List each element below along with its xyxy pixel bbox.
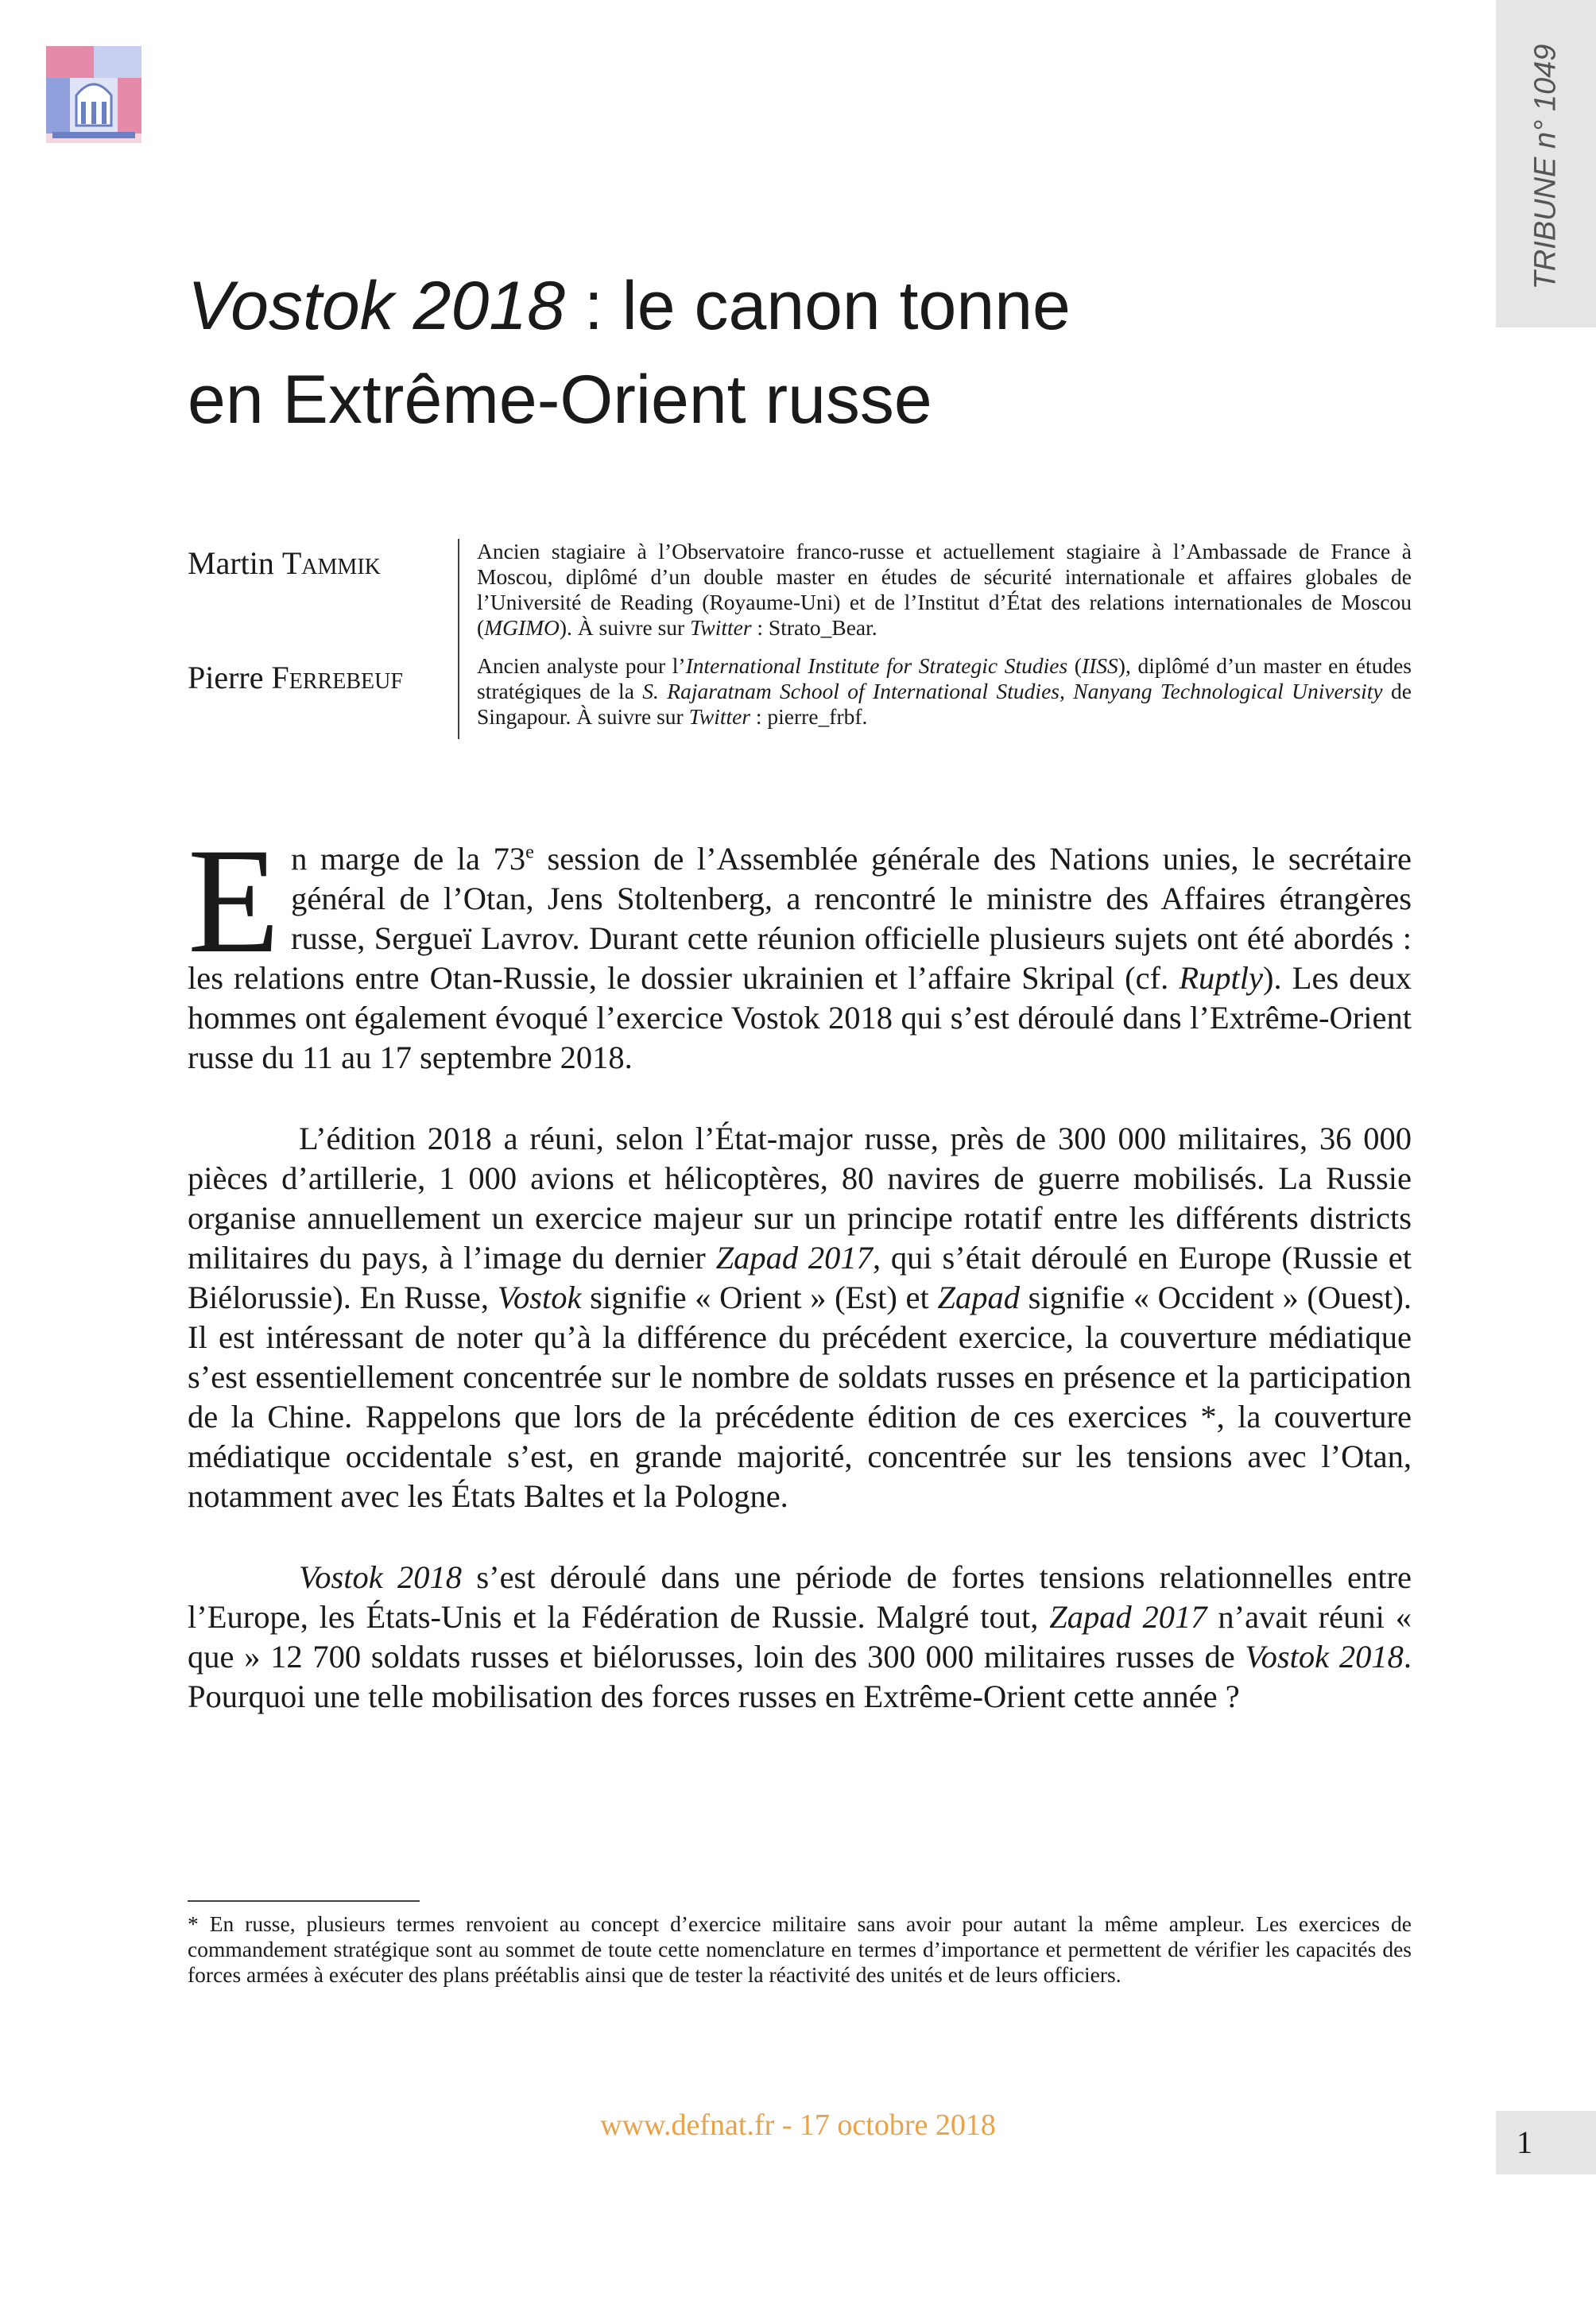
tribune-label: TRIBUNE n° 1049 bbox=[1528, 44, 1563, 290]
drop-cap: E bbox=[188, 818, 281, 985]
footer-site-date: www.defnat.fr - 17 octobre 2018 bbox=[600, 2108, 996, 2142]
title-line1-rest: : le canon tonne bbox=[564, 268, 1071, 344]
title-line2: en Extrême-Orient russe bbox=[188, 362, 932, 438]
body-paragraph: L’édition 2018 a réuni, selon l’État-major russe, près de 300 000 militaires, 36 000 pièces d’artillerie, 1 000 avions et hélicoptères, 80 navires de guerre mobilisés. La Russie organise annuellement un exercice majeur sur un principe rotatif entre les différents districts militaires du pays, à l’image du dernier Zapad 2017, qui s’était déroulé en Europe (Russie et Biélorussie). En Russe, Vostok signifie « Orient » (Est) et Zapad signifie « Occident » (Ouest). Il est intéressant de noter qu’à la différence du précédent exercice, la couverture médiatique s’est essentiellement concentrée sur le nombre de soldats russes en présence et la participation de la Chine. Rappelons que lors de la précédente édition de ces exercices *, la couverture médiatique occidentale s’est, en grande majorité, concentrée sur les tensions avec l’Otan, notamment avec les États Baltes et la Pologne. bbox=[188, 1121, 1412, 1514]
author-row bbox=[188, 653, 1412, 739]
body-paragraph: Vostok 2018 s’est déroulé dans une période de fortes tensions relationnelles entre l’Europe, les États-Unis et la Fédération de Russie. Malgré tout, Zapad 2017 n’avait réuni « que » 12 700 soldats russes et biélorusses, loin des 300 000 militaires russes de Vostok 2018. Pourquoi une telle mobilisation des forces russes en Extrême-Orient cette année ? bbox=[188, 1559, 1412, 1714]
author-bio: Ancien analyste pour l’International Institute for Strategic Studies (IISS), diplômé d’un master en études stratégiques de la S. Rajaratnam School of International Studies, Nanyang Technological University de Singapour. À suivre sur Twitter : pierre_frbf. bbox=[458, 653, 1412, 739]
author-bio: Ancien stagiaire à l’Observatoire franco-russe et actuellement stagiaire à l’Ambassade de France à Moscou, diplômé d’un double master en études de sécurité internationale et affaires globales de l’Université de Reading (Royaume-Uni) et de l’Institut d’État des relations internationales de Moscou (MGIMO). À suivre sur Twitter : Strato_Bear. bbox=[458, 539, 1412, 653]
title-italic-part: Vostok 2018 bbox=[188, 268, 565, 344]
authors-block bbox=[188, 539, 1412, 739]
article-body bbox=[188, 818, 1412, 1758]
article-title bbox=[188, 259, 1443, 447]
page-number-tab bbox=[1496, 2111, 1596, 2174]
footnote: * En russe, plusieurs termes renvoient au concept d’exercice militaire sans avoir pour autant la même ampleur. Les exercices de commandement stratégique sont au sommet de toute cette nomenclature en termes d’importance et permettent de vérifier les capacités des forces armées à exécuter des plans préétablis ainsi que de tester la réactivité des unités et de leurs officiers. bbox=[188, 1911, 1412, 1987]
author-name: Pierre Ferrebeuf bbox=[188, 660, 403, 695]
author-name: Martin Tammik bbox=[188, 545, 381, 581]
body-paragraph: En marge de la 73e session de l’Assemblée générale des Nations unies, le secrétaire général de l’Otan, Jens Stoltenberg, a rencontré le ministre des Affaires étrangères russe, Sergueï Lavrov. Durant cette réunion officielle plusieurs sujets ont été abordés : les relations entre Otan-Russie, le dossier ukrainien et l’affaire Skripal (cf. Ruptly). Les deux hommes ont également évoqué l’exercice Vostok 2018 qui s’est déroulé dans l’Extrême-Orient russe du 11 au 17 septembre 2018. bbox=[188, 818, 1412, 1075]
author-row bbox=[188, 539, 1412, 653]
revue-defense-nationale-logo bbox=[46, 46, 141, 143]
footnote-rule bbox=[188, 1900, 420, 1902]
page-number: 1 bbox=[1517, 2124, 1532, 2160]
